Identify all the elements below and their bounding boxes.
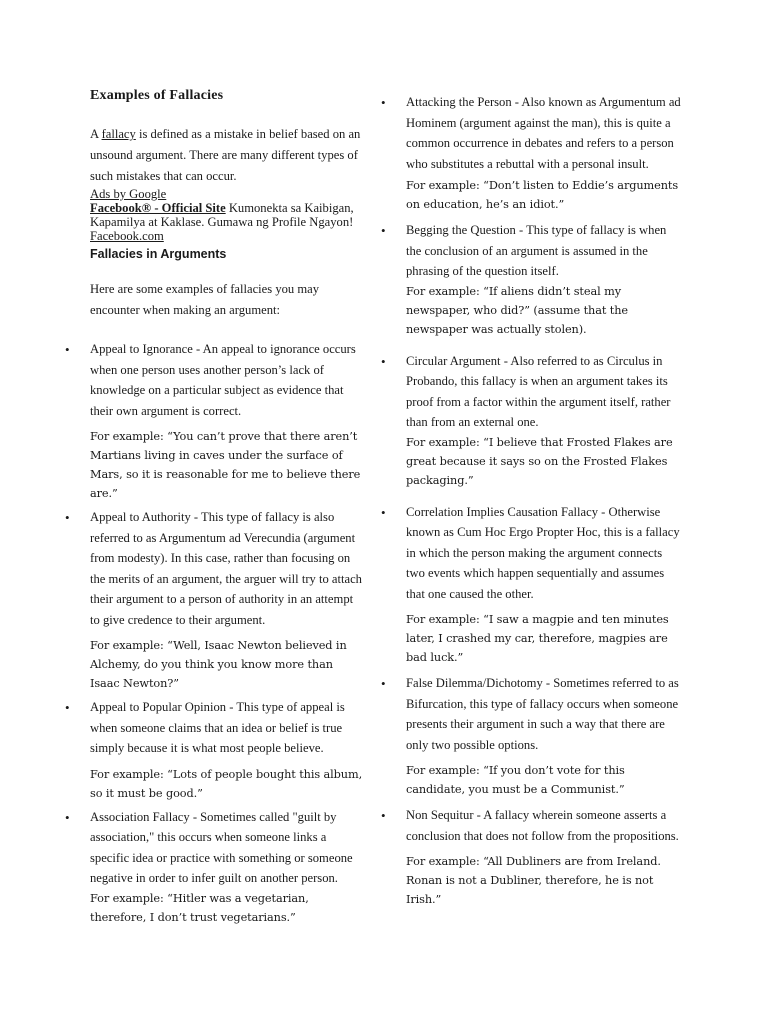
fallacy-example: For example: “If you don’t vote for this candidate, you must be a Communist.” [406,764,625,796]
list-item [90,697,365,803]
intro-pre: A [90,127,102,141]
facebook-ad-link[interactable]: Facebook® - Official Site [90,201,226,215]
fallacy-example: For example: “I believe that Frosted Flakes are great because it says so on the Frosted Flakes packaging.” [406,435,673,487]
fallacy-description: • Correlation Implies Causation Fallacy - Otherwise known as Cum Hoc Ergo Propter Hoc, this is a fallacy in which the person making the argument connects two events which happen sequentially and assumes that one caused the other. [406,504,680,601]
fallacy-description: • Non Sequitur - A fallacy wherein someone asserts a conclusion that does not follow from the propositions. [406,808,679,843]
fallacy-example: For example: “Don’t listen to Eddie’s arguments on education, he’s an idiot.” [406,179,679,211]
fallacy-example: For example: “I saw a magpie and ten minutes later, I crashed my car, therefore, magpies are bad luck.” [406,613,669,664]
fallacy-example: For example: “You can’t prove that there aren’t Martians living in caves under the surface of Mars, so it is reasonable for me to believe there are.” [90,430,361,500]
fallacy-example: For example: “All Dubliners are from Ireland. Ronan is not a Dubliner, therefore, he is not Irish.” [406,855,661,906]
ads-by-google-link[interactable]: Ads by Google [90,187,167,201]
fallacy-link[interactable]: fallacy [101,127,136,141]
list-item [406,805,681,909]
fallacy-example: For example: “Well, Isaac Newton believed in Alchemy, do you think you know more than Isaac Newton?” [90,639,347,690]
list-item [90,507,365,693]
list-item [406,220,681,339]
fallacy-description: • Circular Argument - Also referred to as Circulus in Probando, this fallacy is when an argument takes its proof from a factor within the argument itself, rather than from an external one. [406,353,671,429]
intro-paragraph [90,124,365,187]
fallacy-description: • Attacking the Person - Also known as Argumentum ad Hominem (argument against the man), this is quite a common occurrence in debates and refers to a person who substitutes a rebuttal with a personal insult. [406,95,681,171]
fallacy-description: • Appeal to Ignorance - An appeal to ignorance occurs when one person uses another person’s lack of knowledge on a particular subject as evidence that their own argument is correct. [90,342,356,418]
fallacy-example: For example: “Lots of people bought this album, so it must be good.” [90,767,363,800]
right-fallacy-list [406,92,681,909]
left-column [90,88,365,931]
list-item [406,673,681,799]
fallacy-description: • False Dilemma/Dichotomy - Sometimes referred to as Bifurcation, this type of fallacy occurs when someone presents their argument in such a way that there are only two possible options. [406,676,679,752]
list-item [90,807,365,927]
list-item [90,339,365,503]
section-heading: Fallacies in Arguments [90,247,227,261]
left-fallacy-list [90,339,365,927]
intro-post: is defined as a mistake in belief based on an unsound argument. There are many different types of such mistakes that can occur. [90,127,361,183]
fallacy-description: • Begging the Question - This type of fallacy is when the conclusion of an argument is assumed in the phrasing of the question itself. [406,223,667,278]
fallacy-description: • Appeal to Authority - This type of fallacy is also referred to as Argumentum ad Verecundia (argument from modesty). In this case, rather than focusing on the merits of an argument, the arguer will try to attach their argument to a person of authority in an attempt to give credence to their argument. [90,510,362,627]
list-item [406,92,681,214]
ad-text: Kumonekta sa Kaibigan, Kapamilya at Kaklase. Gumawa ng Profile Ngayon! [90,201,354,229]
list-item [406,502,681,668]
page-title: Examples of Fallacies [90,88,224,103]
list-item [406,351,681,490]
fallacy-description: • Appeal to Popular Opinion - This type of appeal is when someone claims that an idea or belief is true simply because it is what most people believe. [90,700,345,755]
facebook-url-link[interactable]: Facebook.com [90,229,164,243]
fallacy-example: For example: “Hitler was a vegetarian, therefore, I don’t trust vegetarians.” [90,891,309,924]
fallacy-example: For example: “If aliens didn’t steal my newspaper, who did?” (assume that the newspaper was actually stolen). [406,284,628,336]
ads-block [90,187,365,243]
right-column [406,92,681,915]
section-intro: Here are some examples of fallacies you may encounter when making an argument: [90,282,320,317]
fallacy-description: • Association Fallacy - Sometimes called "guilt by association," this occurs when someone links a specific idea or practice with something or someone negative in order to infer guilt on another person. [90,809,353,885]
